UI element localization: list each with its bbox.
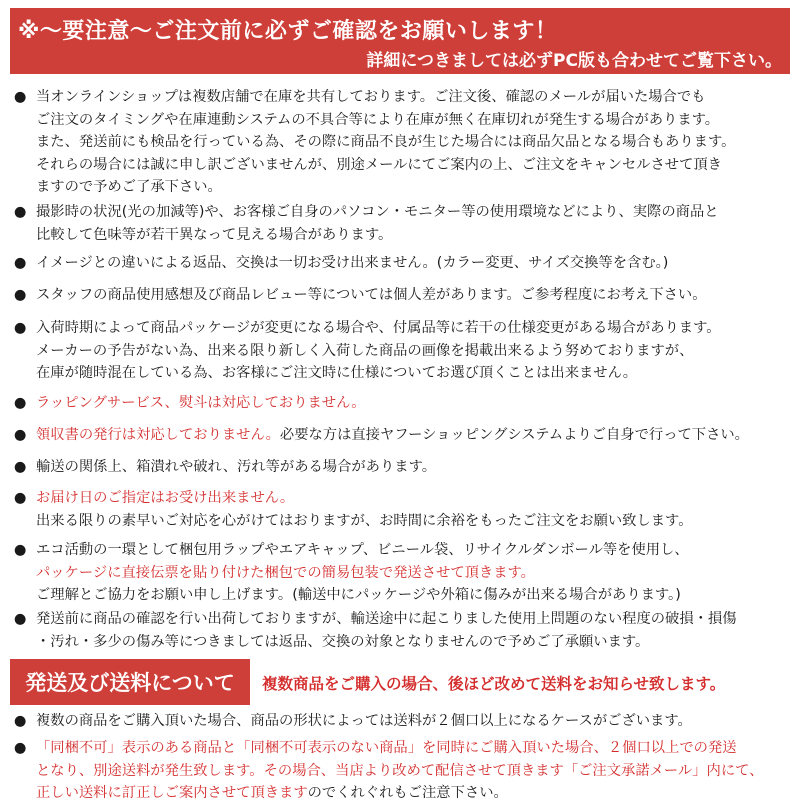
notice-item-wrapping: [14, 392, 794, 415]
notice-line: 入荷時期によって商品パッケージが変更になる場合や、付属品等に若干の仕様変更がある場合があります。: [36, 320, 721, 336]
notice-item-package: [14, 317, 794, 385]
notice-red-text: 正しい送料に訂正しご案内させて頂きます: [36, 785, 308, 801]
notice-line: ・汚れ・多少の傷み等につきましては返品、交換の対象となりませんので予めご了承願います。: [36, 633, 650, 650]
bullet-icon: ●: [14, 320, 27, 336]
notice-line: また、発送前にも検品を行っている為、その際に商品不良が生じた場合には商品欠品となる場合もあります。: [36, 134, 736, 150]
notice-line: メーカーの予告がない為、出来る限り新しく入荷した商品の画像を掲載出来るよう努めておりますが、: [36, 342, 694, 359]
bullet-icon: ●: [14, 395, 27, 411]
bullet-icon: ●: [14, 287, 27, 303]
shipping-item-multi-box: [14, 710, 794, 733]
notice-text: 必要な方は直接ヤフーショッピングシステムよりご自身で行って下さい。: [279, 427, 749, 443]
shipping-item-bundling: [14, 737, 794, 805]
header-subtitle: 詳細につきましては必ずPC版も合わせてご覧下さい。: [366, 51, 782, 71]
header-title: ※〜要注意〜ご注文前に必ずご確認をお願いします！: [18, 19, 558, 44]
bullet-icon: ●: [14, 740, 27, 756]
notice-line-red: となり、別途送料が発生致します。その場合、当店より改めて配信させて頂きます「ご注文承諾メール」内にて、: [36, 762, 764, 779]
bullet-icon: ●: [14, 611, 27, 627]
notice-red-text: 領収書の発行は対応しておりません。: [36, 427, 280, 443]
notice-line-red: ラッピングサービス、熨斗は対応しておりません。: [36, 395, 366, 411]
bullet-icon: ●: [14, 255, 27, 271]
notice-line: ご理解とご協力をお願い申し上げます。(輸送中にパッケージや外箱に傷みが出来る場合があります。): [36, 587, 681, 603]
notice-item-returns: [14, 252, 794, 275]
section-note: 複数商品をご購入の場合、後ほど改めて送料をお知らせ致します。: [262, 675, 726, 693]
bullet-icon: ●: [14, 459, 27, 475]
notice-line-red: 「同梱不可」表示のある商品と「同梱不可表示のない商品」を同時にご購入頂いた場合、２個口以上での発送: [36, 740, 737, 756]
notice-item-receipt: [14, 424, 794, 447]
bullet-icon: ●: [14, 490, 27, 506]
notice-line: 複数の商品をご購入頂いた場合、商品の形状によっては送料が２個口以上になるケースがございます。: [36, 713, 692, 729]
notice-item-delivery-date: [14, 487, 794, 532]
notice-line: [36, 424, 794, 447]
notice-text: のでくれぐれもご注意下さい。: [307, 785, 508, 801]
notice-line: 出来る限りの素早いご対応を心がけてはおりますが、お時間に余裕をもったご注文をお願い致します。: [36, 512, 693, 529]
notice-line: 発送前に商品の確認を行い出荷しておりますが、輸送途中に起こりました使用上問題のない程度の破損・損傷: [36, 611, 737, 627]
warning-header: [10, 8, 790, 74]
notice-line: それらの場合には誠に申し訳ございませんが、別途メールにてご案内の上、ご注文をキャンセルさせて頂き: [36, 156, 722, 173]
bullet-icon: ●: [14, 542, 27, 558]
notice-line-red: パッケージに直接伝票を貼り付けた梱包での簡易包装で発送させて頂きます。: [36, 564, 535, 581]
notice-line: 在庫が随時混在している為、お客様にご注文時に仕様についてお選び頂くことは出来ません。: [36, 365, 638, 381]
notice-item-color: [14, 201, 794, 246]
bullet-icon: ●: [14, 204, 27, 220]
notice-line: スタッフの商品使用感想及び商品レビュー等については個人差があります。ご参考程度にお考え下さい。: [36, 287, 707, 303]
bullet-icon: ●: [14, 89, 27, 105]
notice-item-stock: [14, 86, 794, 199]
notice-line: ますので予めご了承下さい。: [36, 179, 222, 195]
notice-line: 撮影時の状況(光の加減等)や、お客様ご自身のパソコン・モニター等の使用環境などにより、実際の商品と: [36, 204, 719, 220]
notice-line: 当オンラインショップは複数店舗で在庫を共有しております。ご注文後、確認のメールが届いた場合でも: [36, 89, 706, 105]
section-title-shipping: 発送及び送料について: [10, 659, 250, 705]
notice-line: 輸送の関係上、箱潰れや破れ、汚れ等がある場合があります。: [36, 459, 437, 475]
bullet-icon: ●: [14, 713, 27, 729]
notice-item-eco-packaging: [14, 539, 794, 607]
notice-item-reviews: [14, 284, 794, 307]
notice-line: エコ活動の一環として梱包用ラップやエアキャップ、ビニール袋、リサイクルダンボール等を使用し、: [36, 542, 689, 558]
notice-line: ご注文のタイミングや在庫連動システムの不具合等により在庫が無く在庫切れが発生する場合があります。: [36, 111, 720, 128]
notice-line-red: お届け日のご指定はお受け出来ません。: [36, 490, 295, 506]
notice-line: 比較して色味等が若干異なって見える場合があります。: [36, 226, 393, 243]
bullet-icon: ●: [14, 427, 27, 443]
notice-item-transit-damage: [14, 608, 794, 653]
notice-item-damage: [14, 456, 794, 479]
notice-line: イメージとの違いによる返品、交換は一切お受け出来ません。(カラー変更、サイズ交換等を含む。): [36, 255, 669, 271]
notice-line: [36, 782, 794, 805]
